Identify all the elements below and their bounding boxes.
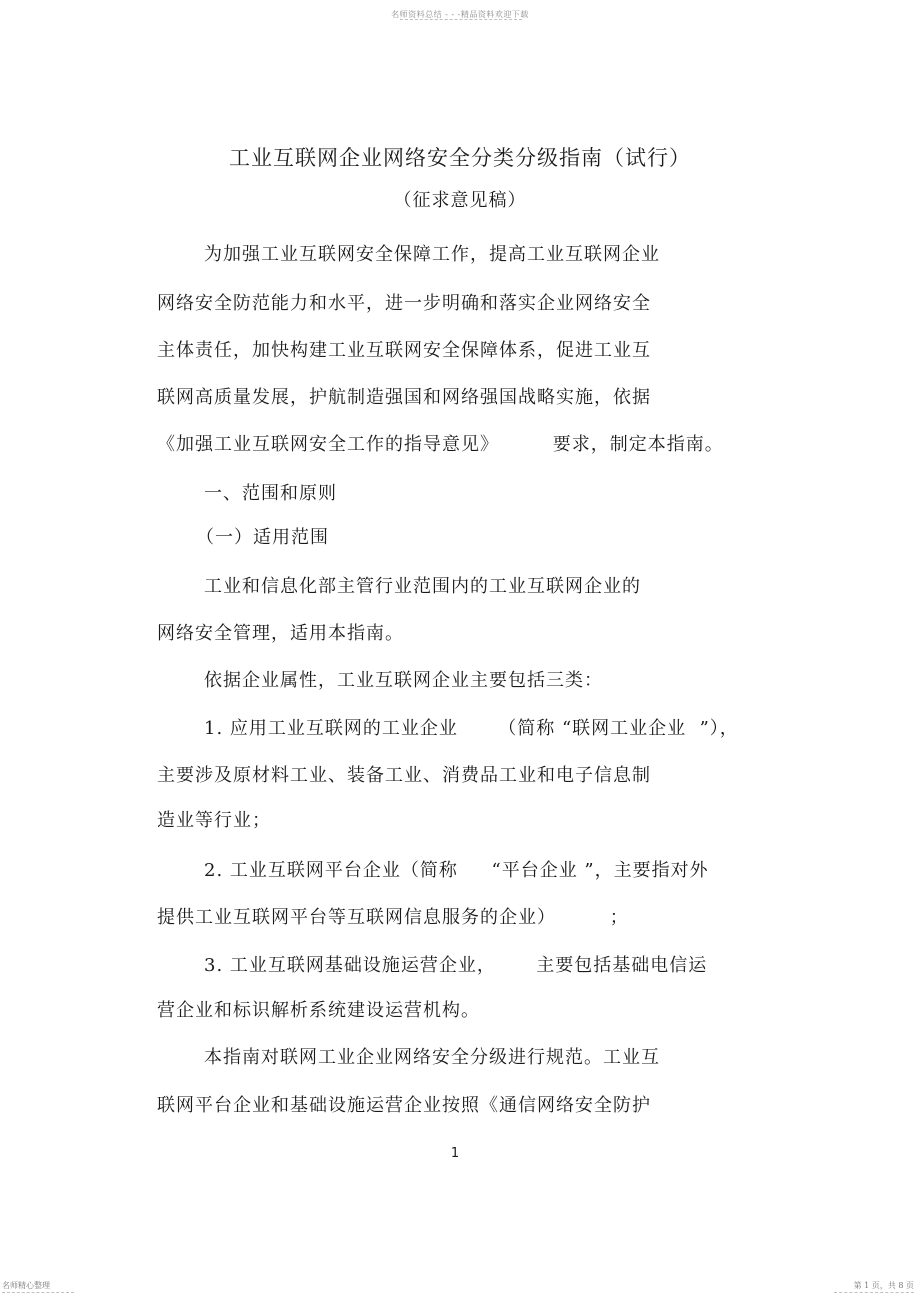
body-line: 为加强工业互联网安全保障工作，提高工业互联网企业 [204, 244, 660, 265]
body-line: 《加强工业互联网安全工作的指导意见》 要求，制定本指南。 [157, 434, 724, 455]
body-line: 联网高质量发展，护航制造强国和网络强国战略实施，依据 [157, 387, 651, 408]
body-line: 营企业和标识解析系统建设运营机构。 [157, 1000, 480, 1021]
body-line: 网络安全管理，适用本指南。 [157, 623, 404, 644]
body-line: 依据企业属性，工业互联网企业主要包括三类： [204, 670, 603, 691]
list-item-3: 3. 工业互联网基础设施运营企业， 主要包括基础电信运 [204, 955, 708, 976]
body-line: 网络安全防范能力和水平，进一步明确和落实企业网络安全 [157, 293, 651, 314]
page-number: 1 [450, 1146, 460, 1161]
footer-right-divider [834, 1292, 914, 1293]
body-line: 工业和信息化部主管行业范围内的工业互联网企业的 [204, 576, 641, 597]
body-line: 联网平台企业和基础设施运营企业按照《通信网络安全防护 [157, 1095, 651, 1116]
body-line: 本指南对联网工业企业网络安全分级进行规范。工业互 [204, 1047, 660, 1068]
body-line: 主要涉及原材料工业、装备工业、消费品工业和电子信息制 [157, 765, 651, 786]
body-line: 主体责任，加快构建工业互联网安全保障体系，促进工业互 [157, 340, 651, 361]
footer-left-text: 名师精心整理 [2, 1281, 50, 1290]
subsection-heading: （一）适用范围 [196, 527, 329, 548]
document-subtitle: （征求意见稿） [393, 190, 527, 211]
body-line: 造业等行业； [157, 810, 271, 831]
page-header-watermark: 名师资料总结 - - -精品资料欢迎下载 [391, 10, 529, 19]
section-heading: 一、范围和原则 [204, 483, 337, 504]
footer-page-count: 第 1 页，共 8 页 [853, 1281, 914, 1290]
body-line: 提供工业互联网平台等互联网信息服务的企业） ； [157, 907, 629, 928]
header-divider [400, 19, 522, 20]
list-item-1: 1. 应用工业互联网的工业企业 （简称 “联网工业企业 ”）， [204, 718, 739, 739]
list-item-2: 2. 工业互联网平台企业（简称 “平台企业 ”，主要指对外 [204, 860, 709, 881]
document-title: 工业互联网企业网络安全分类分级指南（试行） [229, 146, 691, 170]
footer-left-divider [2, 1292, 74, 1293]
